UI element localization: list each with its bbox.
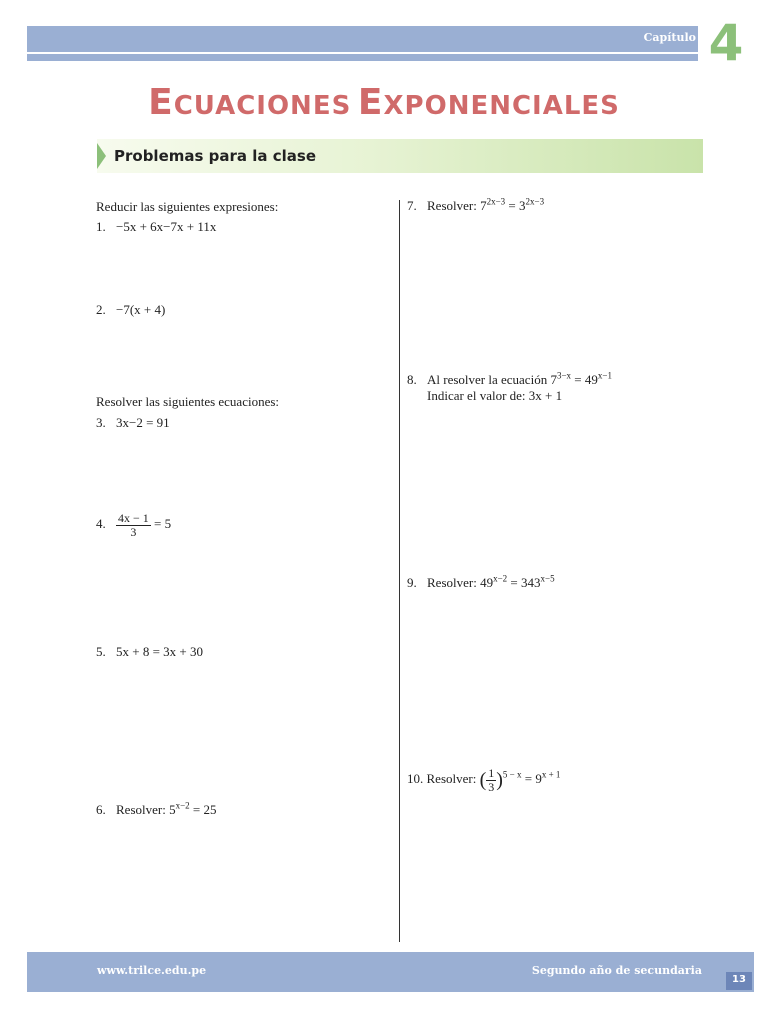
problem-8: 8. Al resolver la ecuación $7^{3-x} = 49^{x-1}$ (407, 370, 612, 387)
problem-4: 4. $\frac{4x - 1}{3}$ = 5 (96, 510, 172, 539)
problem-7: 7. Resolver: $7^{2x-3} = 3^{2x-3}$ (407, 196, 545, 213)
footer-website[interactable]: www.trilce.edu.pe (97, 964, 207, 977)
problem-10: 10. Resolver: ( $\frac{1}{3}$ )$^{5 - x} = 9^{x + 1}$ (407, 765, 561, 794)
problem-2: 2. −7(x + 4) (96, 302, 166, 317)
problem-6: 6. Resolver: $5^{x-2} = 25$ (96, 800, 217, 817)
chapter-number: 4 (708, 14, 744, 72)
header-band-thin (27, 54, 754, 61)
chapter-label: Capítulo (643, 31, 696, 44)
problem-8-line2: Indicar el valor de: 3x + 1 (427, 388, 563, 403)
fraction: $\frac{4x - 1}{3}$ (118, 510, 149, 539)
fraction: $\frac{1}{3}$ (488, 765, 495, 794)
column-divider (399, 200, 400, 942)
problem-3: 3. 3x−2 = 91 (96, 415, 170, 430)
page-title: ECUACIONES EXPONENCIALES (148, 82, 620, 123)
section-arrow-icon (97, 143, 106, 169)
page-number: 13 (732, 974, 746, 985)
section-title: Problemas para la clase (114, 147, 316, 165)
intro-reduce: Reducir las siguientes expresiones: (96, 199, 279, 214)
intro-solve: Resolver las siguientes ecuaciones: (96, 394, 280, 409)
problem-1: 1. −5x + 6x−7x + 11x (96, 219, 217, 234)
problem-5: 5. 5x + 8 = 3x + 30 (96, 644, 203, 659)
footer-course: Segundo año de secundaria (531, 964, 702, 977)
problem-9: 9. Resolver: $49^{x-2} = 343^{x-5}$ (407, 573, 555, 590)
